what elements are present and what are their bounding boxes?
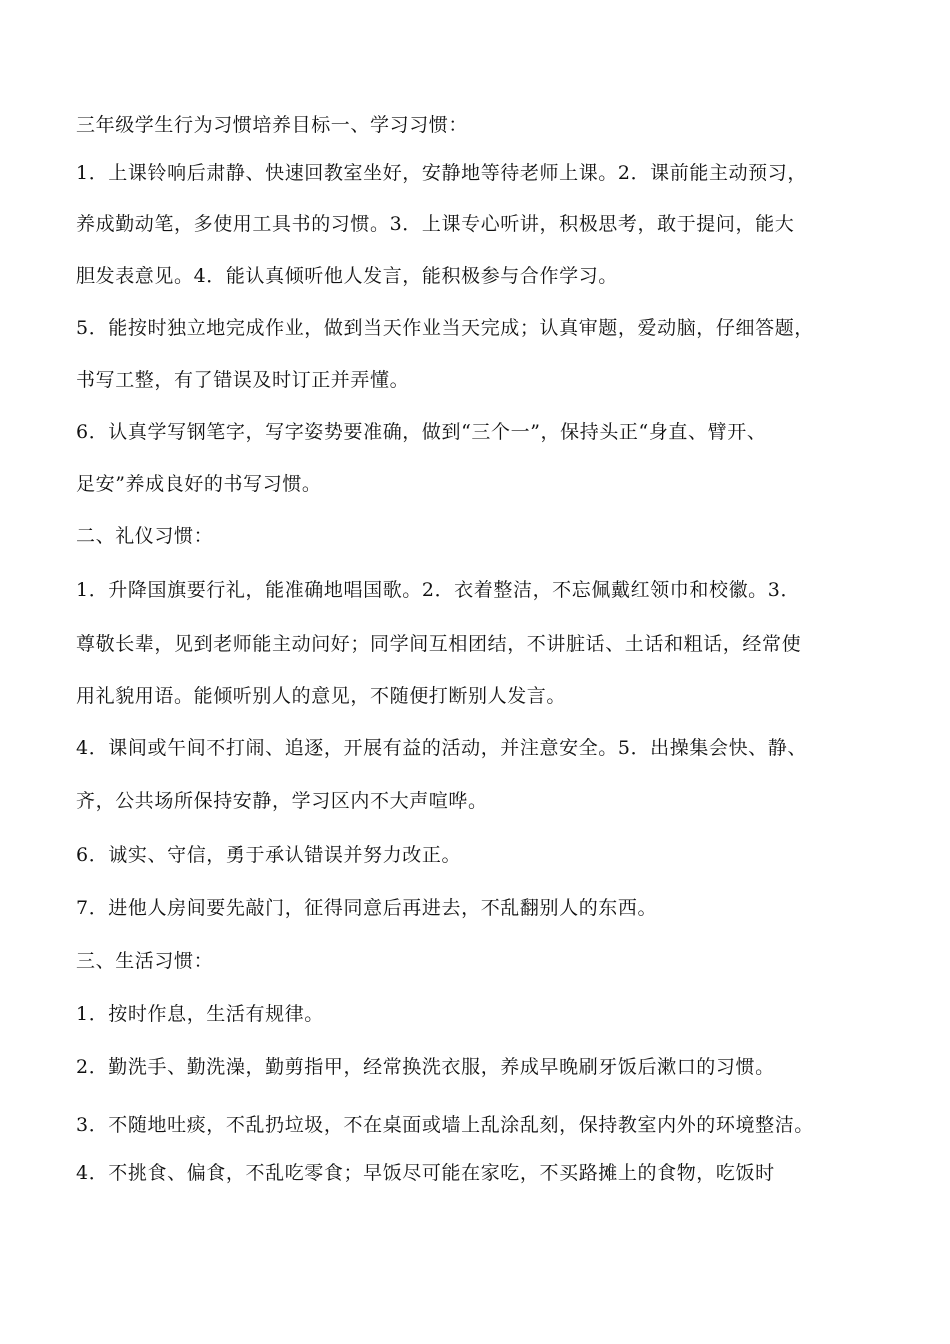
text-line: 书写工整，有了错误及时订正并弄懂。 bbox=[76, 369, 410, 391]
document-heading: 三年级学生行为习惯培养目标一、学习习惯： bbox=[76, 114, 469, 136]
text-line: 尊敬长辈，见到老师能主动问好；同学间互相团结，不讲脏话、土话和粗话，经常使 bbox=[76, 633, 802, 655]
text-line: 6．诚实、守信，勇于承认错误并努力改正。 bbox=[76, 844, 462, 866]
text-line: 养成勤动笔，多使用工具书的习惯。3．上课专心听讲，积极思考，敢于提问，能大 bbox=[76, 213, 795, 235]
text-line: 4．课间或午间不打闹、追逐，开展有益的活动，并注意安全。5．出操集会快、静、 bbox=[76, 737, 807, 759]
text-line: 用礼貌用语。能倾听别人的意见，不随便打断别人发言。 bbox=[76, 685, 567, 707]
text-line: 胆发表意见。4．能认真倾听他人发言，能积极参与合作学习。 bbox=[76, 265, 618, 287]
text-line: 1．按时作息，生活有规律。 bbox=[76, 1003, 324, 1025]
text-line: 2．勤洗手、勤洗澡，勤剪指甲，经常换洗衣服，养成早晚刷牙饭后漱口的习惯。 bbox=[76, 1056, 775, 1078]
text-line: 足安”养成良好的书写习惯。 bbox=[76, 473, 322, 495]
text-line: 4．不挑食、偏食，不乱吃零食；早饭尽可能在家吃，不买路摊上的食物，吃饭时 bbox=[76, 1162, 775, 1184]
text-line: 7．进他人房间要先敲门，征得同意后再进去，不乱翻别人的东西。 bbox=[76, 897, 658, 919]
text-line: 5．能按时独立地完成作业，做到当天作业当天完成；认真审题，爱动脑，仔细答题， bbox=[76, 317, 814, 339]
text-line: 6．认真学写钢笔字，写字姿势要准确，做到“三个一”，保持头正“身直、臂开、 bbox=[76, 421, 767, 443]
text-line: 1．上课铃响后肃静、快速回教室坐好，安静地等待老师上课。2．课前能主动预习， bbox=[76, 162, 807, 184]
section-heading: 三、生活习惯： bbox=[76, 950, 214, 972]
text-line: 3．不随地吐痰，不乱扔垃圾，不在桌面或墙上乱涂乱刻，保持教室内外的环境整洁。 bbox=[76, 1114, 814, 1136]
text-line: 齐，公共场所保持安静，学习区内不大声喧哗。 bbox=[76, 790, 488, 812]
text-line: 1．升降国旗要行礼，能准确地唱国歌。2．衣着整洁，不忘佩戴红领巾和校徽。3． bbox=[76, 579, 801, 601]
section-heading: 二、礼仪习惯： bbox=[76, 525, 214, 547]
